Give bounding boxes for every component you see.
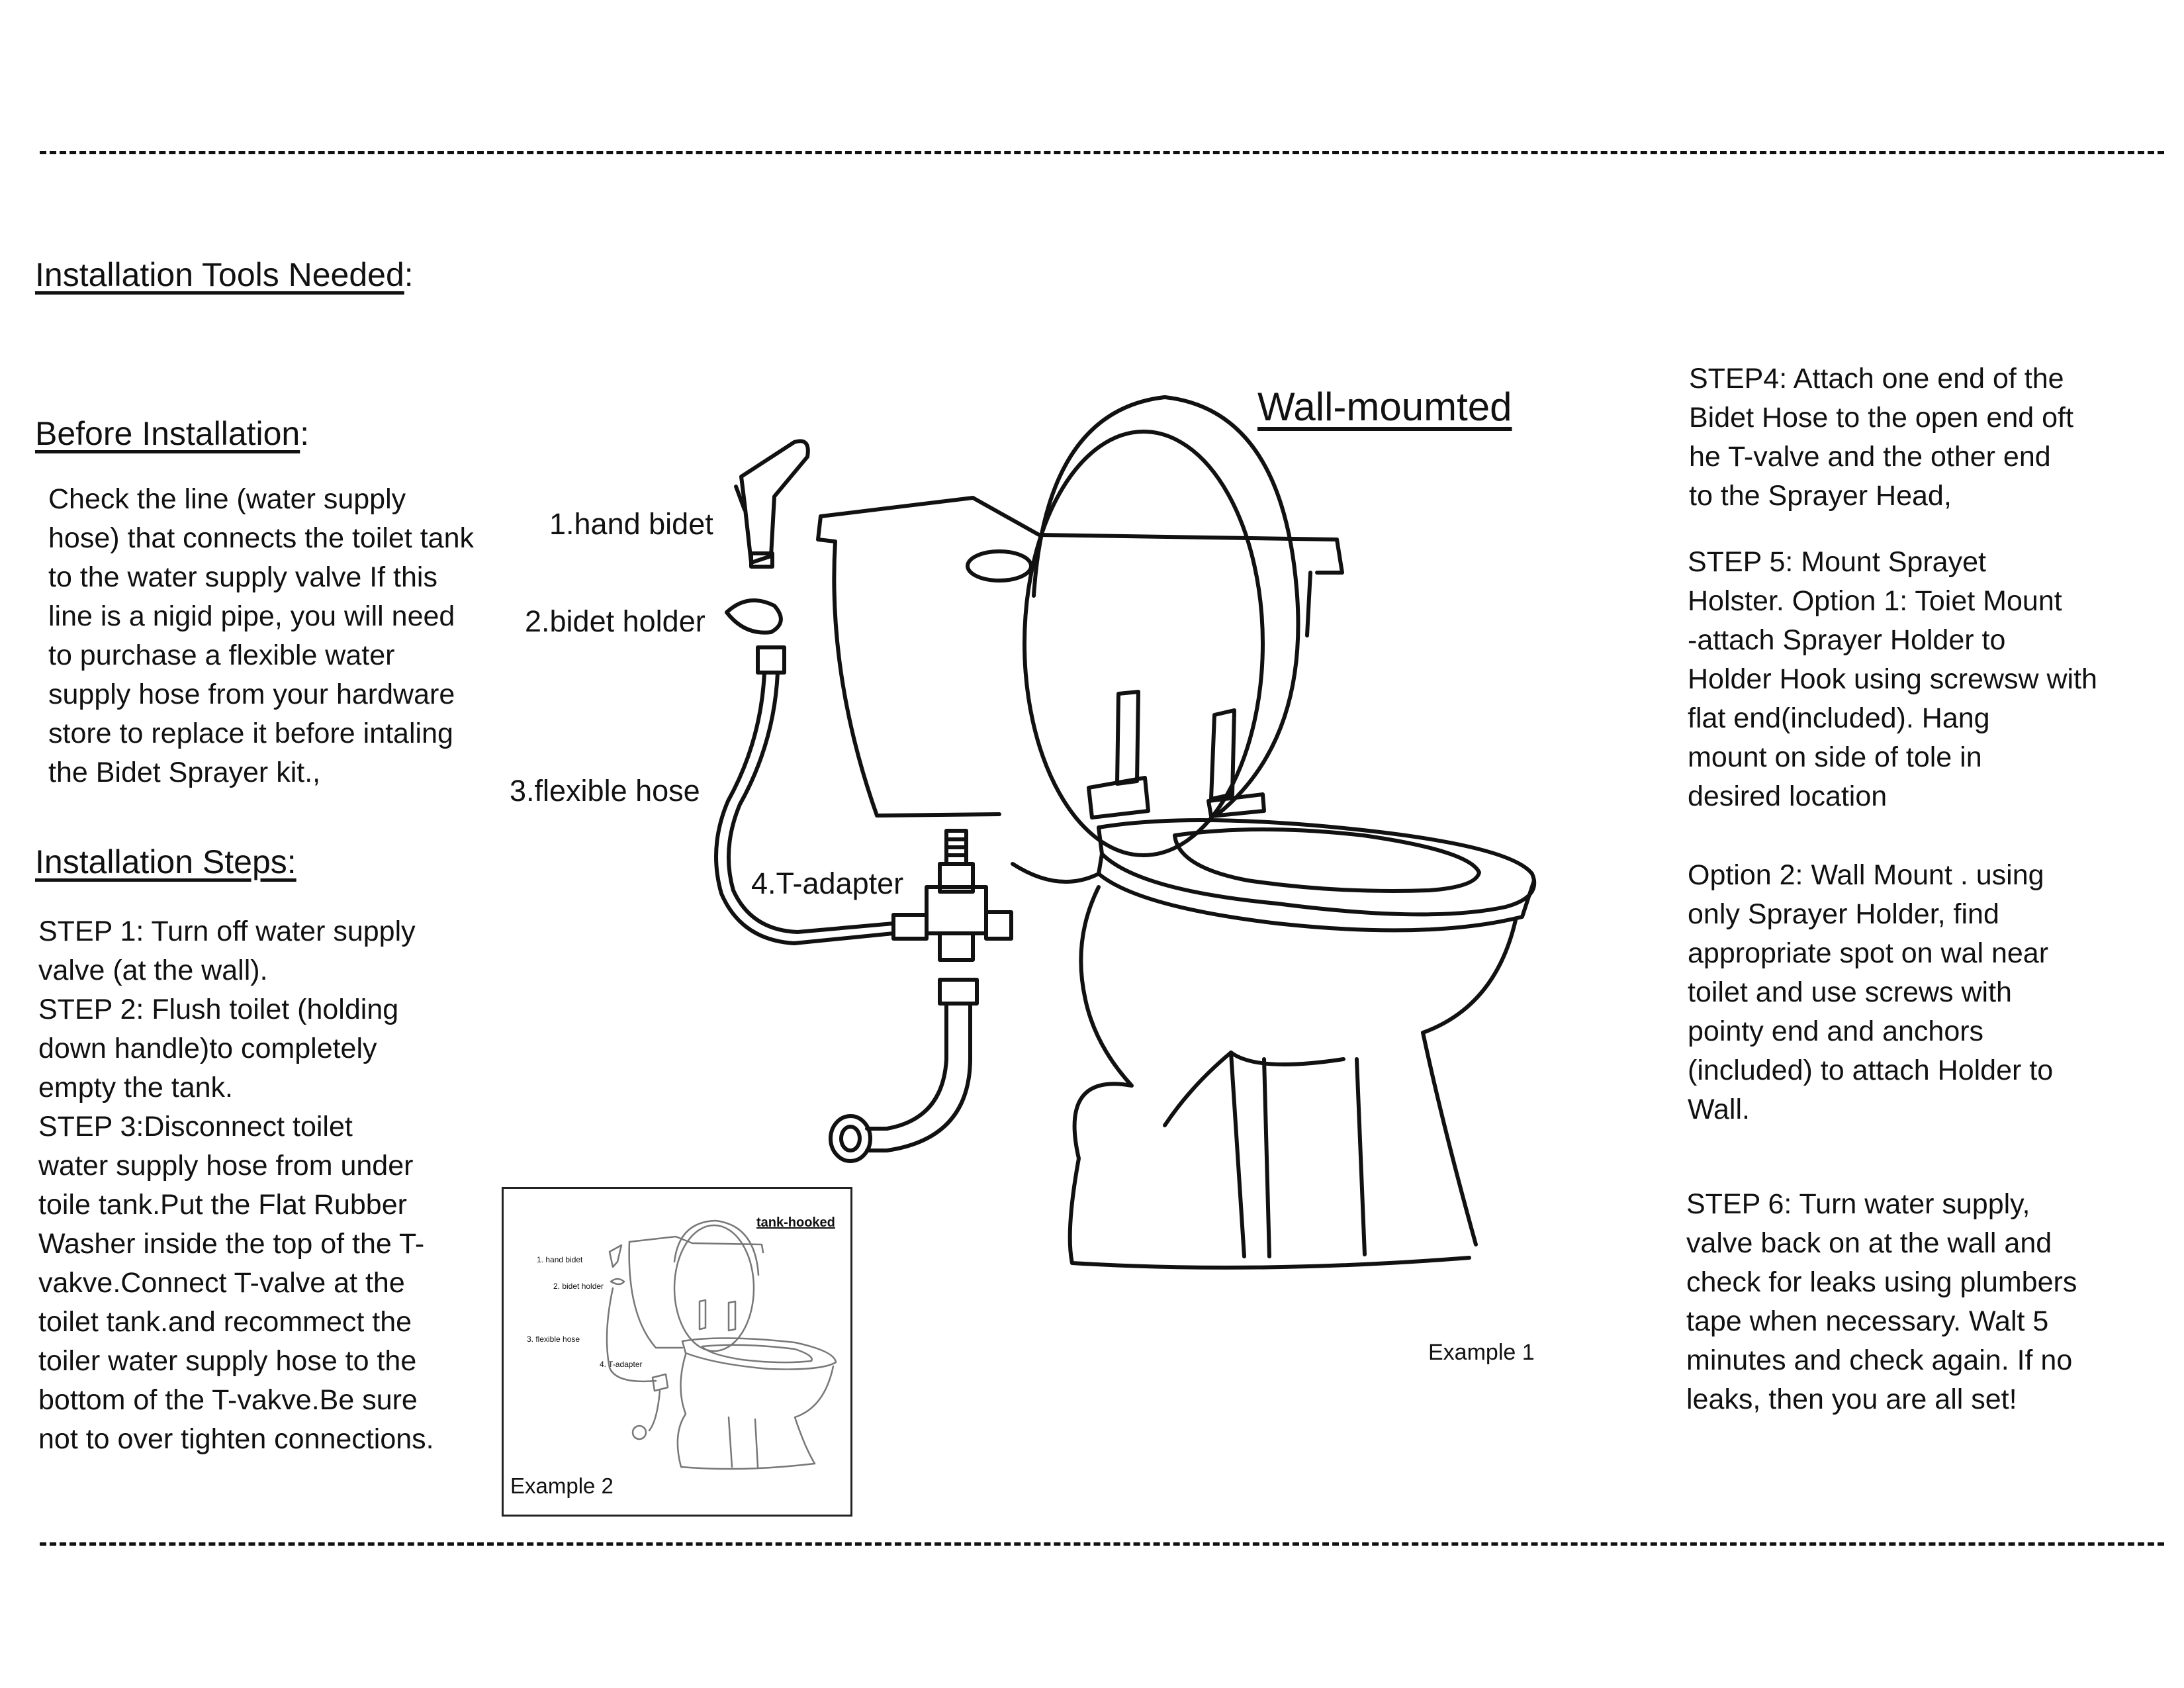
step-line: not to over tighten connections. bbox=[38, 1423, 434, 1455]
step-line: STEP 3:Disconnect toilet bbox=[38, 1111, 353, 1143]
step-line: Washer inside the top of the T- bbox=[38, 1228, 425, 1260]
step-line: toiler water supply hose to the bbox=[38, 1345, 417, 1377]
inset-toilet-drawing bbox=[504, 1189, 854, 1519]
step-line: STEP 2: Flush toilet (holding bbox=[38, 994, 399, 1025]
step-line: STEP 1: Turn off water supply bbox=[38, 915, 416, 947]
step-line: toilet tank.and recommect the bbox=[38, 1306, 412, 1338]
inset-bidet-holder-label: 2. bidet holder bbox=[553, 1282, 604, 1291]
inset-hand-bidet-label: 1. hand bidet bbox=[537, 1255, 583, 1264]
step-5-text: STEP 5: Mount Sprayet Holster. Option 1: Toiet Mount -attach Sprayer Holder to Holder Hook using screwsw with flat end(included). Hang mount on side of tole in desired location bbox=[1688, 546, 2097, 812]
seat-hinge-icon bbox=[1089, 692, 1264, 818]
step-line: vakve.Connect T-valve at the bbox=[38, 1267, 405, 1299]
inset-flexible-hose-label: 3. flexible hose bbox=[527, 1335, 580, 1344]
step-line: toile tank.Put the Flat Rubber bbox=[38, 1189, 407, 1221]
step-line: water supply hose from under bbox=[38, 1150, 414, 1182]
inset-t-adapter-label: 4. T-adapter bbox=[600, 1360, 643, 1369]
before-installation-text: Check the line (water supply hose) that connects the toilet tank to the water supply valve If this line is a nigid pipe, you will need to purchase a flexible water supply hose from your hardware store to replace it before intaling the Bidet Sprayer kit., bbox=[48, 483, 475, 788]
step-line: empty the tank. bbox=[38, 1072, 233, 1103]
hand-bidet-icon bbox=[736, 441, 808, 567]
step-4-text: STEP4: Attach one end of the Bidet Hose to the open end oft he T-valve and the other end to the Sprayer Head, bbox=[1689, 363, 2073, 512]
wall-mounted-title: Wall-moumted bbox=[1257, 385, 1512, 429]
bidet-holder-icon bbox=[727, 600, 781, 633]
step-6-text: STEP 6: Turn water supply, valve back on at the wall and check for leaks using plumbers tape when necessary. Walt 5 minutes and check again. If no leaks, then you are all set! bbox=[1686, 1188, 2077, 1415]
toilet-bowl-icon bbox=[1013, 820, 1534, 1268]
hand-bidet-label: 1.hand bidet bbox=[549, 507, 713, 541]
tank-hooked-title: tank-hooked bbox=[756, 1215, 835, 1230]
flexible-hose-label: 3.flexible hose bbox=[510, 774, 700, 808]
toilet-lid-icon bbox=[1024, 432, 1263, 855]
example-2-caption: Example 2 bbox=[510, 1474, 614, 1498]
before-installation-heading: Before Installation: bbox=[35, 415, 310, 452]
supply-hose-icon bbox=[831, 980, 977, 1161]
option-2-text: Option 2: Wall Mount . using only Sprayer Holder, find appropriate spot on wal near toilet and use screws with pointy end and anchors (included) to attach Holder to Wall. bbox=[1688, 859, 2054, 1125]
example-1-caption: Example 1 bbox=[1428, 1340, 1535, 1365]
hose-connector-icon bbox=[758, 647, 784, 673]
step-line: down handle)to completely bbox=[38, 1033, 377, 1064]
step-line: bottom of the T-vakve.Be sure bbox=[38, 1384, 418, 1416]
flexible-hose-icon bbox=[716, 673, 893, 943]
t-adapter-label: 4.T-adapter bbox=[751, 867, 904, 900]
example-2-inset bbox=[502, 1187, 852, 1517]
step-line: valve (at the wall). bbox=[38, 955, 268, 986]
installation-steps-heading: Installation Steps: bbox=[35, 843, 296, 880]
t-adapter-icon bbox=[893, 831, 1011, 960]
tools-heading: Installation Tools Needed: bbox=[35, 256, 414, 293]
bidet-holder-label: 2.bidet holder bbox=[525, 604, 705, 638]
